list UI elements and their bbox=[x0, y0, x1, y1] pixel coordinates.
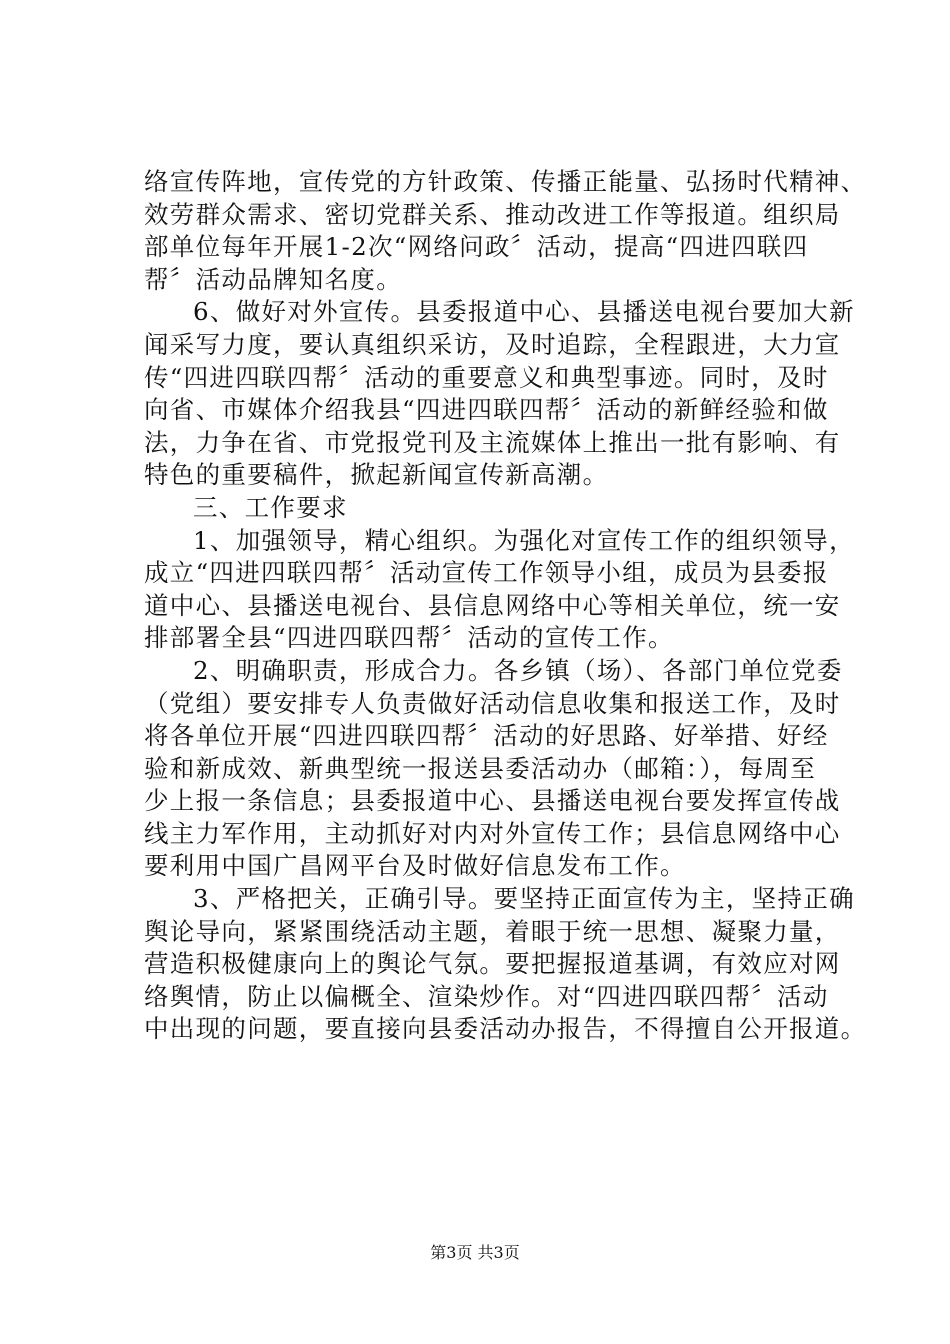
text-line: （党组）要安排专人负责做好活动信息收集和报送工作，及时 bbox=[144, 688, 841, 718]
paragraph-start-line: 2、明确职责，形成合力。各乡镇（场）、各部门单位党委 bbox=[193, 655, 843, 685]
text-line: 道中心、县播送电视台、县信息网络中心等相关单位，统一安 bbox=[144, 590, 841, 620]
section-heading: 三、工作要求 bbox=[193, 492, 348, 522]
text-line: 少上报一条信息；县委报道中心、县播送电视台要发挥宣传战 bbox=[144, 786, 841, 816]
text-line: 传“四进四联四帮〞活动的重要意义和典型事迹。同时，及时 bbox=[144, 362, 829, 392]
text-line: 闻采写力度，要认真组织采访，及时追踪，全程跟进，大力宣 bbox=[144, 329, 841, 359]
text-line: 部单位每年开展1-2次“网络问政〞活动，提高“四进四联四 bbox=[144, 232, 809, 262]
text-line: 向省、市媒体介绍我县“四进四联四帮〞活动的新鲜经验和做 bbox=[144, 395, 829, 425]
text-line: 排部署全县“四进四联四帮〞活动的宣传工作。 bbox=[144, 623, 674, 653]
text-line: 特色的重要稿件，掀起新闻宣传新高潮。 bbox=[144, 460, 609, 490]
paragraph-start-line: 6、做好对外宣传。县委报道中心、县播送电视台要加大新 bbox=[193, 297, 855, 327]
text-line: 络宣传阵地，宣传党的方针政策、传播正能量、弘扬时代精神、 bbox=[144, 167, 867, 196]
text-line: 舆论导向，紧紧围绕活动主题，着眼于统一思想、凝聚力量， bbox=[144, 916, 841, 946]
text-line: 线主力军作用，主动抓好对内对外宣传工作；县信息网络中心 bbox=[144, 818, 841, 848]
text-line: 成立“四进四联四帮〞活动宣传工作领导小组，成员为县委报 bbox=[144, 558, 829, 588]
text-line: 验和新成效、新典型统一报送县委活动办（邮箱：），每周至 bbox=[144, 753, 817, 783]
text-line: 将各单位开展“四进四联四帮〞活动的好思路、好举措、好经 bbox=[144, 721, 829, 751]
paragraph-start-line: 1、加强领导，精心组织。为强化对宣传工作的组织领导， bbox=[193, 525, 855, 555]
text-line: 效劳群众需求、密切党群关系、推动改进工作等报道。组织局 bbox=[144, 199, 841, 229]
text-line: 法，力争在省、市党报党刊及主流媒体上推出一批有影响、有 bbox=[144, 427, 841, 457]
text-line: 帮〞活动品牌知名度。 bbox=[144, 264, 402, 294]
paragraph-start-line: 3、严格把关，正确引导。要坚持正面宣传为主，坚持正确 bbox=[193, 884, 855, 914]
text-line: 络舆情，防止以偏概全、渲染炒作。对“四进四联四帮〞活动 bbox=[144, 981, 829, 1011]
text-line: 要利用中国广昌网平台及时做好信息发布工作。 bbox=[144, 851, 686, 881]
page-number-footer: 第3页 共3页 bbox=[430, 1243, 520, 1262]
document-body bbox=[144, 166, 867, 1046]
text-line: 营造积极健康向上的舆论气氛。要把握报道基调，有效应对网 bbox=[144, 949, 841, 979]
text-line: 中出现的问题，要直接向县委活动办报告，不得擅自公开报道。 bbox=[144, 1014, 867, 1044]
